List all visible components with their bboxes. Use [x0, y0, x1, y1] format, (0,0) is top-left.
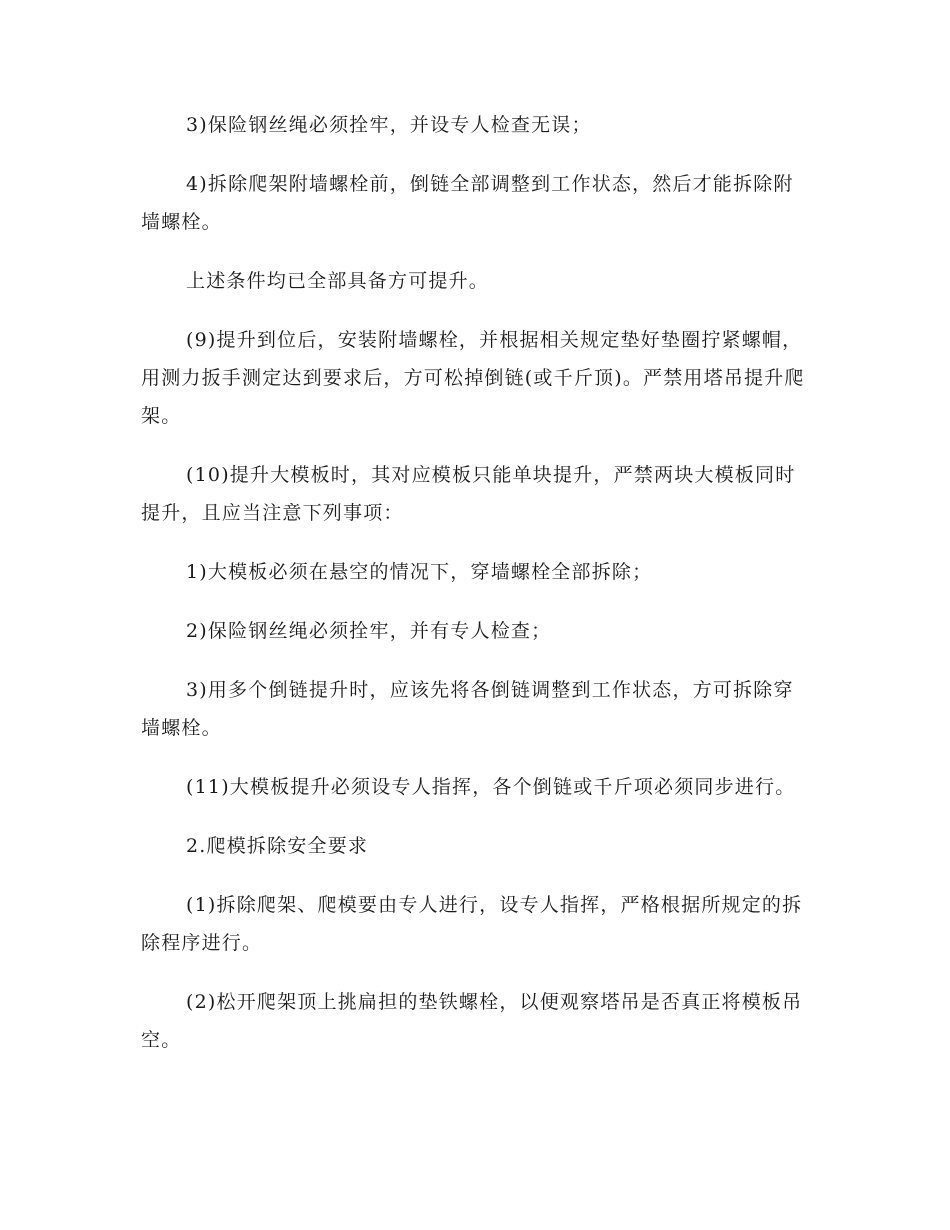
paragraph: (1)拆除爬架、爬模要由专人进行，设专人指挥，严格根据所规定的拆除程序进行。 [141, 894, 803, 954]
section-heading: 2.爬模拆除安全要求 [186, 835, 369, 857]
paragraph: 4)拆除爬架附墙螺栓前，倒链全部调整到工作状态，然后才能拆除附墙螺栓。 [141, 173, 794, 233]
paragraph: 3)用多个倒链提升时，应该先将各倒链调整到工作状态，方可拆除穿墙螺栓。 [141, 679, 794, 739]
paragraph: 上述条件均已全部具备方可提升。 [186, 270, 490, 292]
paragraph: 2)保险钢丝绳必须拴牢，并有专人检查； [186, 620, 552, 642]
paragraph-gap [141, 650, 811, 671]
paragraph-gap [141, 435, 811, 456]
paragraph-gap [141, 241, 811, 262]
paragraph-gap [141, 532, 811, 553]
paragraph: (2)松开爬架顶上挑扁担的垫铁螺栓，以便观察塔吊是否真正将模板吊空。 [141, 991, 803, 1051]
paragraph: 3)保险钢丝绳必须拴牢，并设专人检查无误； [186, 114, 592, 136]
paragraph-gap [141, 747, 811, 768]
paragraph-gap [141, 806, 811, 827]
paragraph-gap [141, 962, 811, 983]
paragraph: (10)提升大模板时，其对应模板只能单块提升，严禁两块大模板同时提升，且应当注意下列事项： [141, 464, 796, 524]
paragraph-gap [141, 865, 811, 886]
document-body [141, 106, 811, 1059]
paragraph-gap [141, 591, 811, 612]
paragraph-gap [141, 300, 811, 321]
paragraph: 1)大模板必须在悬空的情况下，穿墙螺栓全部拆除； [186, 561, 653, 583]
paragraph-gap [141, 144, 811, 165]
paragraph: (11)大模板提升必须设专人指挥，各个倒链或千斤项必须同步进行。 [186, 776, 796, 798]
paragraph: (9)提升到位后，安装附墙螺栓，并根据相关规定垫好垫圈拧紧螺帽，用测力扳手测定达到要求后，方可松掉倒链(或千斤顶)。严禁用塔吊提升爬架。 [141, 329, 805, 427]
